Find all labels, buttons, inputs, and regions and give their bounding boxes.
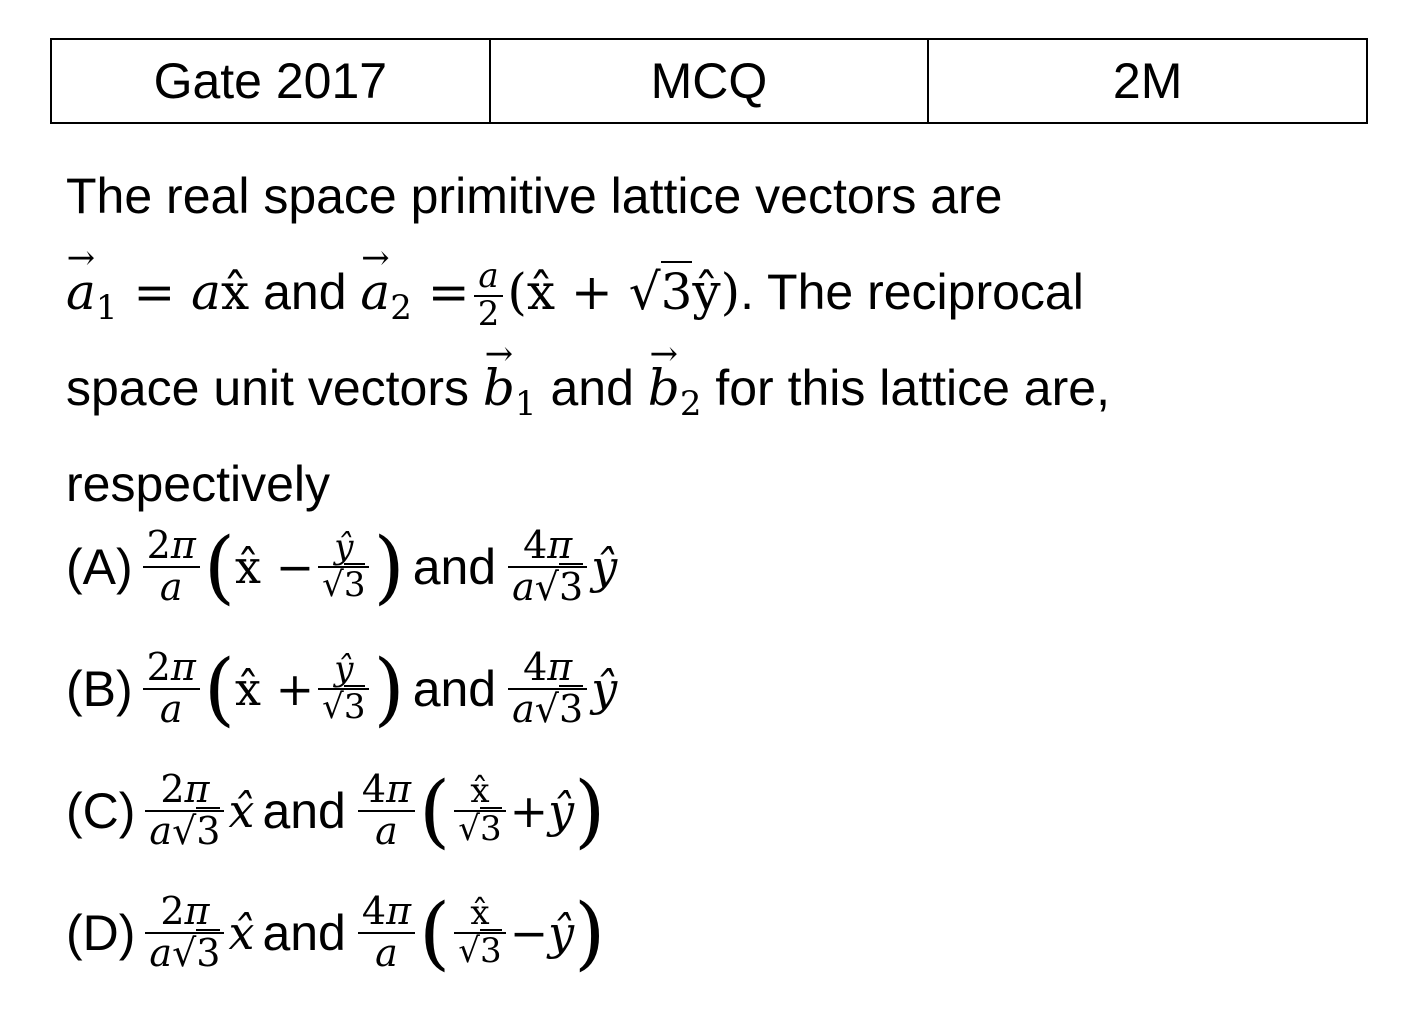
- question-line-2-tail: . The reciprocal: [740, 264, 1084, 320]
- vector-a1: → $a_1$ = ax̂: [66, 263, 249, 321]
- vector-a2: → $a_2$ =: [360, 263, 469, 321]
- question-text: [66, 148, 1366, 532]
- marks-cell: 2M: [928, 39, 1367, 123]
- option-b[interactable]: (B) $\frac{2\pi}{a}$ ( x̂ + $\frac{ŷ}{√3}$ ) and $\frac{4\pi}{a√3}$ ŷ: [66, 642, 618, 735]
- vector-a2-body: (x̂ + √3ŷ): [507, 263, 741, 321]
- vector-b1: → $b_1$: [483, 359, 537, 417]
- option-d[interactable]: (D) $\frac{2\pi}{a√3}$ x̂ and $\frac{4\pi}{a}$ ( $\frac{x̂}{√3}$ − ŷ ): [66, 886, 606, 979]
- question-type-cell: MCQ: [490, 39, 929, 123]
- options-list: [66, 506, 617, 994]
- question-line-2: [66, 244, 1366, 340]
- and-word: and: [263, 264, 347, 320]
- question-line-3: space unit vectors → $b_1$ and → $b_2$ for this lattice are,: [66, 340, 1366, 436]
- question-line-4: respectively: [66, 456, 330, 512]
- vector-b2: → $b_2$: [648, 359, 702, 417]
- question-line-1: The real space primitive lattice vectors are: [66, 168, 1003, 224]
- fraction-a-over-2: $\frac{a}{2}$: [474, 259, 504, 332]
- header-table: [50, 38, 1368, 124]
- exam-cell: Gate 2017: [51, 39, 490, 123]
- option-a[interactable]: (A) $\frac{2\pi}{a}$ ( x̂ − $\frac{ŷ}{√3}$ ) and $\frac{4\pi}{a√3}$ ŷ: [66, 520, 618, 613]
- option-c[interactable]: (C) $\frac{2\pi}{a√3}$ x̂ and $\frac{4\pi}{a}$ ( $\frac{x̂}{√3}$ + ŷ ): [66, 764, 606, 857]
